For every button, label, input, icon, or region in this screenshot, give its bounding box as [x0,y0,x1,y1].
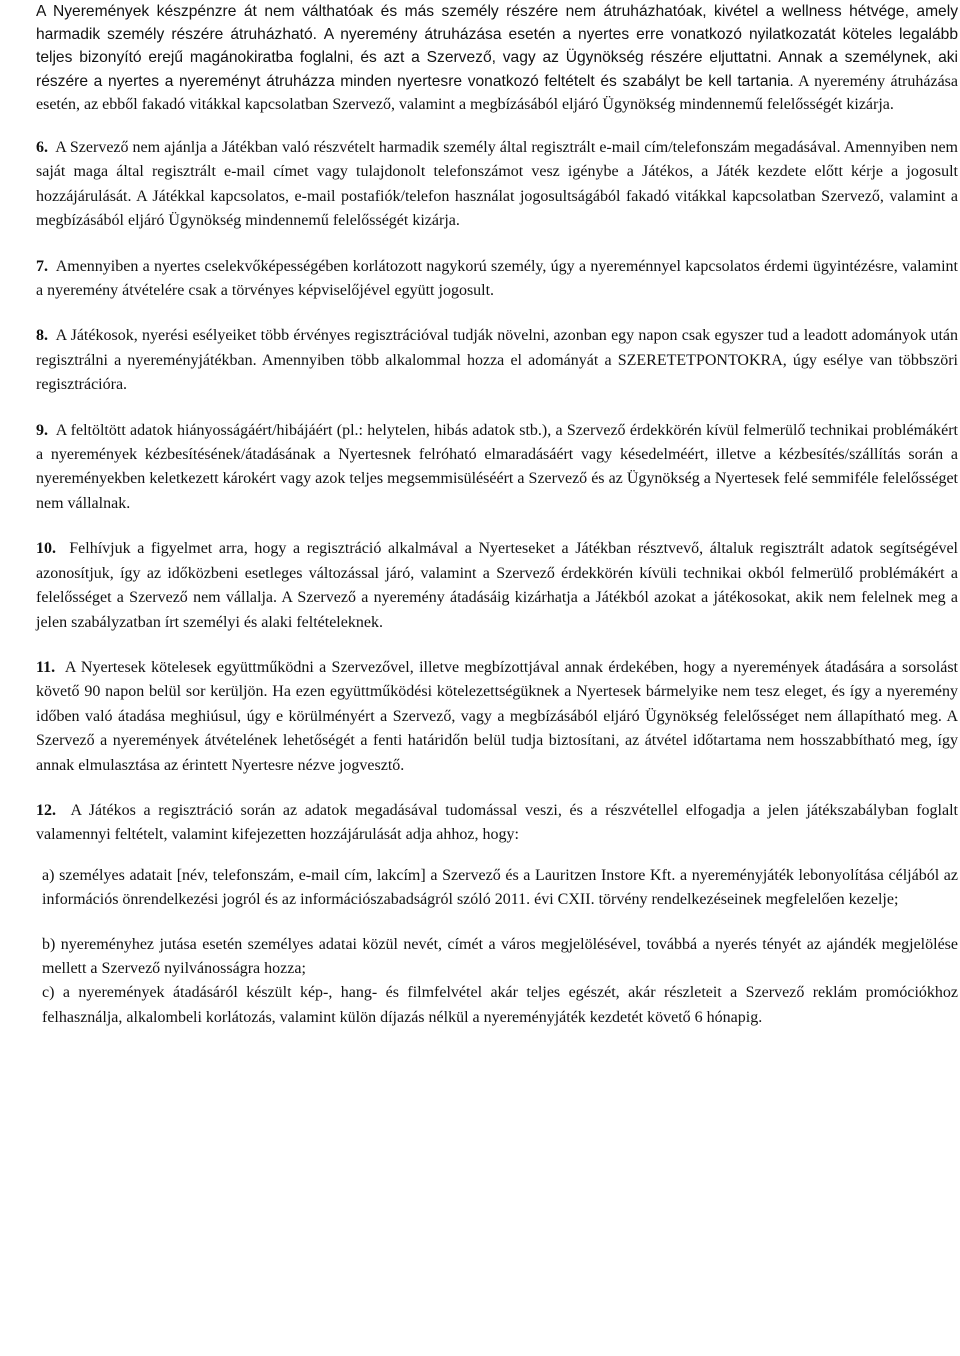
section-number: 8. [36,327,48,345]
consent-item-b: b) nyereményhez jutása esetén személyes adatai közül nevét, címét a város megjelölésével, továbbá a nyerés tényét az ajándék megjelölése mellett a Szervező nyilvánosságra hozza; [42,935,958,977]
section-10 [36,537,958,635]
section-text: A feltöltött adatok hiányosságáért/hibájáért (pl.: helytelen, hibás adatok stb.), a Szervező érdekkörén kívül felmerülő technikai problémákért a nyeremények kézbesítésének/átadásának a Nyertesnek felróható elmaradásáért vagy késedelméért, illetve a kézbesítés/szállítás során a nyereményekben keletkezett károkért vagy azok teljes megsemmisüléséért a Szervező és az Ügynökség a Nyertesek felé semmiféle felelősséget nem vállalnak. [36,421,958,512]
section-11 [36,656,958,778]
section-text: A Nyertesek kötelesek együttműködni a Szervezővel, illetve megbízottjával annak érdekében, hogy a nyeremények átadására a sorsolást követő 90 napon belül sor kerüljön. Ha ezen együttműködési kötelezettségüknek a Nyertesek bármelyike nem tesz eleget, és így a nyeremény időben való átadása meghiúsul, úgy e körülményért a Szervező, vagy a megbízásából eljáró Ügynökség felelősséget nem állapítható meg. A Szervező a nyeremények átvételének lehetőségét a fenti határidőn belül tudja biztosítani, az átvétel időtartama nem hosszabbítható meg, így annak elmulasztása az érintett Nyertesre nézve jogvesztő. [36,658,958,774]
section-number: 9. [36,421,48,439]
intro-sentence-1: A Nyeremények készpénzre át nem válthatóak és más személy részére nem átruházhatóak, kivétel a wellness hétvége, amely harmadik személy részére átruházható. [36,3,958,44]
section-number: 11. [36,658,56,676]
section-number: 10. [36,540,56,558]
consent-item-a: a) személyes adatait [név, telefonszám, e-mail cím, lakcím] a Szervező és a Lauritzen Instore Kft. a nyereményjáték lebonyolítása céljából az információs önrendelkezési jogról és az információszabadságról szóló 2011. évi CXII. törvény rendelkezéseinek megfelelően kezelje; [42,866,958,909]
section-number: 6. [36,139,48,157]
section-8 [36,324,958,397]
intro-sentence-2: A nyeremény átruházása esetén a nyertes erre vonatkozó nyilatkozatát köteles legalább teljes bizonyító erejű magánokiratba foglalni, és azt a Szervező, vagy az Ügynökség részére eljuttatni. [36,26,959,67]
section-text: A Játékosok, nyerési esélyeiket több érvényes regisztrációval tudják növelni, azonban egy napon csak egyszer tud a leadott adományok után regisztrálni a nyereményjátékban. Amennyiben több alkalommal hozza el adományát a SZERETETPONTOKRA, úgy esélye van többszöri regisztrációra. [36,327,958,394]
section-text: Amennyiben a nyertes cselekvőképességében korlátozott nagykorú személy, úgy a nyereménnyel kapcsolatos érdemi ügyintézésre, valamint a nyeremény átvételére csak a törvényes képviselőjével együtt jogosult. [36,257,958,300]
section-6 [36,136,958,234]
intro-sentence-3: Annak a személynek, aki részére a nyertes a nyereményt átruházza minden nyertesre vonatkozó feltételt és szabályt be kell tartania. [36,49,959,90]
document-page [36,0,958,1030]
section-text: Felhívjuk a figyelmet arra, hogy a regisztráció alkalmával a Nyerteseket a Játékban résztvevő, általuk regisztrált adatok segítségével azonosítjuk, így az időközbeni esetleges változással járó, valamint a Szervező érdekkörén kívüli technikai okból felmerülő problémákért a felelősséget a Szervező nem vállalja. A Szervező a nyeremény átadásáig kizárhatja a Játékból azokat a játékosokat, akik nem felelnek meg a jelen szabályzatban írt személyi és alaki feltételeknek. [36,540,959,631]
section-number: 12. [36,801,56,819]
section-9 [36,419,958,517]
intro-paragraph [36,0,958,116]
section-text: A Játékos a regisztráció során az adatok megadásával tudomással veszi, és a részvétellel elfogadja a jelen játékszabályban foglalt valamennyi feltételt, valamint kifejezetten hozzájárulását adja ahhoz, hogy: [36,801,958,844]
section-text: A Szervező nem ajánlja a Játékban való részvételt harmadik személy által regisztrált e-mail cím/telefonszám megadásával. Amennyiben nem saját maga által regisztrált e-mail címet vagy tulajdonolt telefonszámot vesz igénybe a Játékos, a Játék kezdete előtt kérje a jogosult hozzájárulását. A Játékkal kapcsolatos, e-mail postafiók/telefon használat jogosultságából fakadó vitákkal kapcsolatban Szervező, valamint a megbízásából eljáró Ügynökség mindennemű felelősségét kizárja. [36,139,958,230]
consent-item-c: c) a nyeremények átadásáról készült kép-, hang- és filmfelvétel akár teljes egészét, akár részleteit a Szervező reklám promóciókhoz felhasználja, alkalombeli korlátozás, valamint külön díjazás nélkül a nyereményjáték kezdetét követő 6 hónapig. [42,984,958,1026]
section-7 [36,255,958,304]
section-number: 7. [36,257,48,275]
intro-sentence-4: A nyeremény átruházása esetén, az ebből fakadó vitákkal kapcsolatban Szervező, valamint a megbízásából eljáró Ügynökség mindennemű felelősségét kizárja. [36,72,959,113]
section-12 [36,799,958,848]
